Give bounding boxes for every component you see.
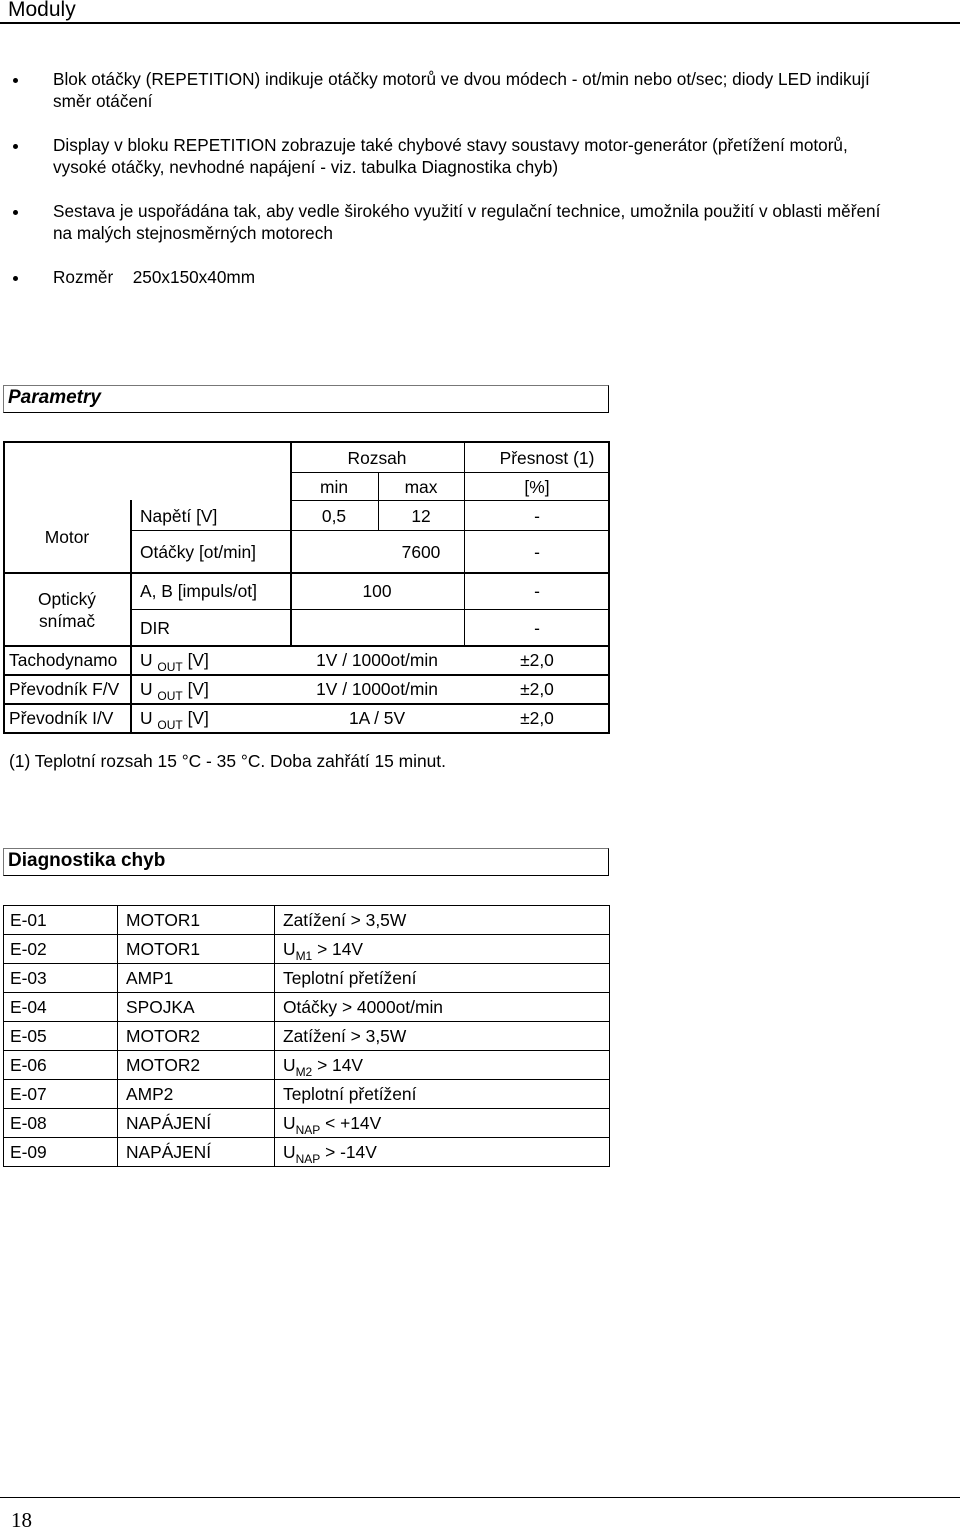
error-code: E-05: [10, 1026, 47, 1046]
bullet-line: vysoké otáčky, nevhodné napájení - viz. tabulka Diagnostika chyb): [53, 157, 559, 177]
row-label: A, B [impuls/ot]: [140, 581, 257, 601]
output-quantity: U $_{OUT}$ [V]: [140, 650, 209, 674]
cell-range: 1V / 1000ot/min: [316, 679, 438, 699]
error-description: Otáčky > 4000ot/min: [283, 997, 443, 1017]
cell-accuracy: -: [534, 506, 540, 526]
table-rule: [3, 1079, 610, 1080]
bullet-dot: [13, 210, 18, 215]
error-module: MOTOR1: [126, 939, 201, 959]
row-label: Otáčky [ot/min]: [140, 542, 256, 562]
error-code: E-03: [10, 968, 47, 988]
table-rule: [3, 963, 610, 964]
table-column-rule: [378, 472, 379, 530]
cell-range: 100: [362, 581, 392, 601]
cell-range: 1V / 1000ot/min: [316, 650, 438, 670]
diagnostika-heading-box: [3, 848, 609, 876]
output-quantity: U $_{OUT}$ [V]: [140, 708, 209, 732]
bullet-line: směr otáčení: [53, 91, 153, 111]
table-border-bottom: [3, 1166, 610, 1167]
cell-max: 12: [411, 506, 431, 526]
table-column-rule: [117, 905, 118, 1167]
error-code: E-02: [10, 939, 47, 959]
parametry-footnote: (1) Teplotní rozsah 15 °C - 35 °C. Doba zahřátí 15 minut.: [9, 751, 446, 771]
table-rule: [130, 609, 610, 610]
table-border-left: [3, 905, 4, 1167]
error-description: $U_{NAP} < +14V$: [283, 1113, 382, 1137]
header-divider: [0, 22, 960, 24]
bullet-item: [53, 134, 953, 178]
header-max: max: [404, 477, 438, 497]
table-border-right: [609, 905, 610, 1167]
table-rule: [130, 530, 610, 531]
error-module: SPOJKA: [126, 997, 195, 1017]
cell-accuracy: -: [534, 581, 540, 601]
table-column-rule: [290, 441, 292, 645]
table-rule: [3, 1137, 610, 1138]
cell-accuracy: -: [534, 542, 540, 562]
table-rule: [3, 992, 610, 993]
output-quantity: U $_{OUT}$ [V]: [140, 679, 209, 703]
table-column-rule: [130, 500, 132, 734]
error-code: E-08: [10, 1113, 47, 1133]
cell-accuracy: ±2,0: [520, 650, 554, 670]
bullet-item: [53, 68, 953, 112]
error-description: $U_{M2} > 14V$: [283, 1055, 363, 1079]
error-module: MOTOR2: [126, 1026, 201, 1046]
table-rule: [291, 500, 610, 501]
table-column-rule: [274, 905, 275, 1167]
error-module: MOTOR2: [126, 1055, 201, 1075]
bullet-item: [53, 266, 953, 288]
error-description: Teplotní přetížení: [283, 968, 417, 988]
table-rule: [3, 1108, 610, 1109]
error-code: E-01: [10, 910, 47, 930]
output-label: Převodník I/V: [9, 708, 114, 728]
error-code: E-07: [10, 1084, 47, 1104]
bullet-dot: [13, 144, 18, 149]
bullet-line: Display v bloku REPETITION zobrazuje také chybové stavy soustavy motor-generátor (přetížení motorů,: [53, 135, 848, 155]
dimension-value: 250x150x40mm: [132, 267, 256, 287]
table-rule: [3, 1021, 610, 1022]
table-border-bottom: [3, 732, 610, 734]
table-rule: [3, 572, 610, 574]
error-description: Zatížení > 3,5W: [283, 1026, 407, 1046]
error-code: E-04: [10, 997, 47, 1017]
table-column-rule: [464, 441, 465, 645]
cell-accuracy: -: [534, 618, 540, 638]
output-label: Tachodynamo: [9, 650, 118, 670]
row-label: Napětí [V]: [140, 506, 218, 526]
dimension-label: Rozměr: [53, 267, 114, 287]
table-border-left: [3, 441, 5, 734]
table-border-right: [608, 441, 610, 734]
header-unit: [%]: [524, 477, 550, 497]
page-title: Moduly: [8, 0, 76, 21]
page-number: 18: [11, 1508, 32, 1532]
error-description: Zatížení > 3,5W: [283, 910, 407, 930]
bullet-dot: [13, 78, 18, 83]
table-rule: [3, 1050, 610, 1051]
error-description: $U_{M1} > 14V$: [283, 939, 363, 963]
bullet-item: [53, 200, 953, 244]
table-rule: [3, 703, 610, 705]
error-description: $U_{NAP} > -14V$: [283, 1142, 377, 1166]
cell-range: 1A / 5V: [348, 708, 406, 728]
table-rule: [291, 472, 610, 473]
error-code: E-06: [10, 1055, 47, 1075]
table-rule: [3, 934, 610, 935]
cell-accuracy: ±2,0: [520, 679, 554, 699]
group-label-motor: Motor: [44, 527, 90, 547]
table-border-top: [3, 905, 610, 906]
cell-max: 7600: [401, 542, 441, 562]
error-module: NAPÁJENÍ: [126, 1113, 212, 1133]
error-module: MOTOR1: [126, 910, 201, 930]
header-rozsah: Rozsah: [347, 448, 407, 468]
cell-accuracy: ±2,0: [520, 708, 554, 728]
error-code: E-09: [10, 1142, 47, 1162]
bullet-line: Blok otáčky (REPETITION) indikuje otáčky motorů ve dvou módech - ot/min nebo ot/sec; diody LED indikují: [53, 69, 870, 89]
group-label-snimac: snímač: [38, 611, 96, 631]
parametry-heading-box: [3, 385, 609, 413]
footer-divider: [0, 1497, 960, 1498]
table-rule: [3, 645, 610, 647]
parametry-heading: Parametry: [8, 387, 101, 408]
error-description: Teplotní přetížení: [283, 1084, 417, 1104]
header-min: min: [319, 477, 349, 497]
error-module: AMP2: [126, 1084, 174, 1104]
error-module: AMP1: [126, 968, 174, 988]
header-presnost: Přesnost (1): [499, 448, 595, 468]
error-module: NAPÁJENÍ: [126, 1142, 212, 1162]
bullet-line: na malých stejnosměrných motorech: [53, 223, 333, 243]
row-label: DIR: [140, 618, 170, 638]
bullet-dot: [13, 276, 18, 281]
group-label-opticky: Optický: [38, 589, 96, 609]
output-label: Převodník F/V: [9, 679, 120, 699]
cell-min: 0,5: [321, 506, 347, 526]
table-border-top: [3, 441, 610, 443]
bullet-line: Sestava je uspořádána tak, aby vedle širokého využití v regulační technice, umožnila použití v oblasti měření: [53, 201, 881, 221]
table-rule: [3, 674, 610, 676]
diagnostika-heading: Diagnostika chyb: [8, 850, 166, 871]
